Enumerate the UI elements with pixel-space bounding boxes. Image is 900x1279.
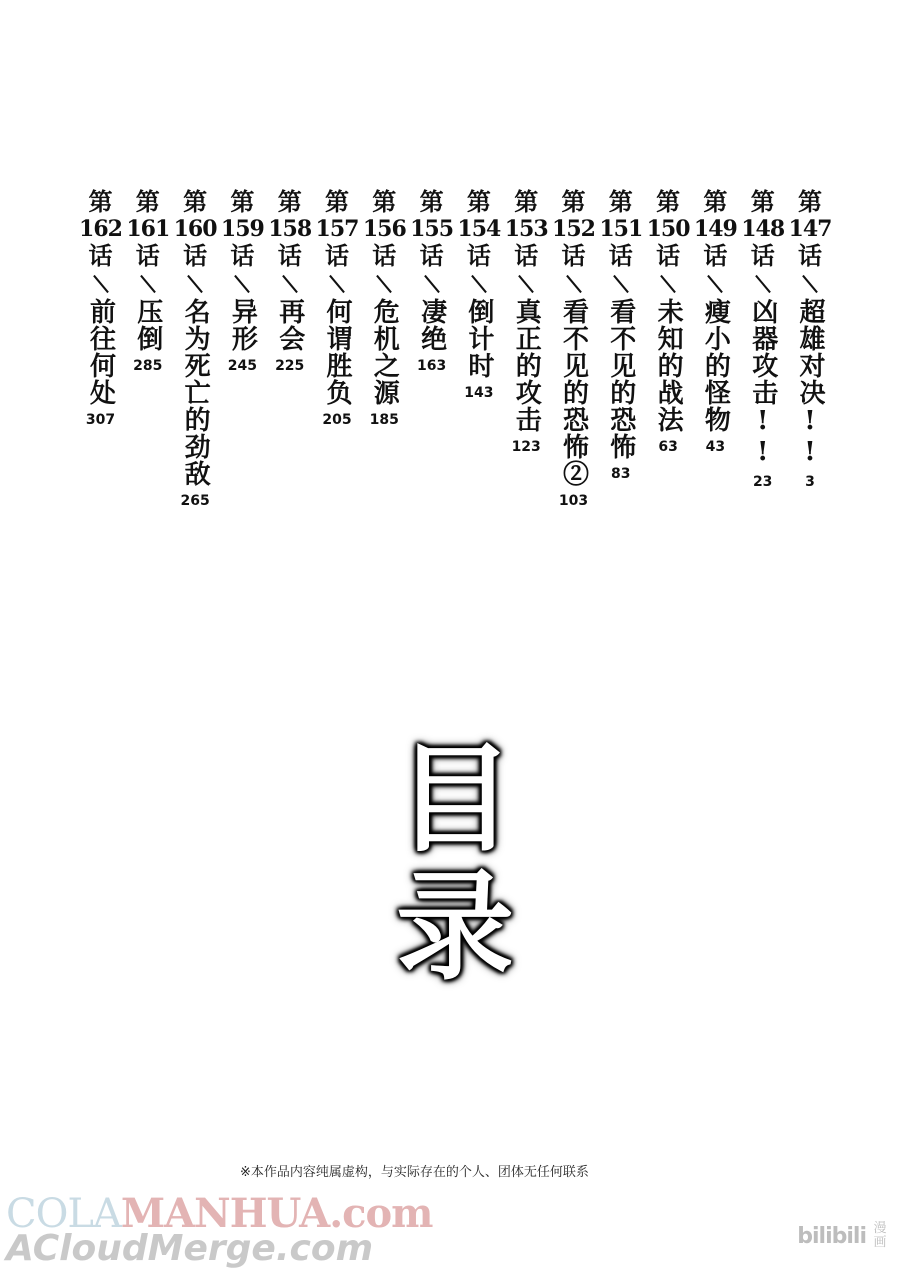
chapter-number: 154 [457,216,501,242]
chapter-label [789,188,832,270]
bilibili-manga-logo [797,1222,888,1250]
chapter-title: 名为死亡的劲敌 [180,298,211,487]
chapter-number: 155 [410,216,454,242]
table-of-contents [0,188,900,548]
chapter-number: 160 [173,216,217,242]
chapter-prefix: 第 [372,187,397,216]
chapter-title: 凶器攻击!! [747,298,778,468]
chapter-title: 再会 [274,298,305,352]
chapter-prefix: 第 [419,187,444,216]
slash-divider [282,275,298,293]
toc-entry [76,188,126,428]
chapter-prefix: 第 [514,187,539,216]
slash-divider [235,275,251,293]
chapter-label [457,188,500,270]
chapter-title: 看不见的恐怖 [605,298,636,460]
slash-divider [660,275,676,293]
slash-divider [329,275,345,293]
chapter-suffix: 话 [466,241,491,270]
toc-entry [265,188,315,374]
slash-divider [140,275,156,293]
chapter-title: 看不见的恐怖② [558,298,589,487]
heading-char-2: 录 [395,857,514,996]
chapter-label [316,188,359,270]
chapter-title: 前往何处 [85,298,116,406]
page-number: 63 [658,439,678,455]
chapter-prefix: 第 [750,187,775,216]
chapter-suffix: 话 [372,241,397,270]
slash-divider [471,275,487,293]
page-number: 205 [322,412,352,428]
chapter-prefix: 第 [277,187,302,216]
chapter-suffix: 话 [514,241,539,270]
slash-divider [613,275,629,293]
watermark-acloudmerge: ACloudMerge.com [6,1228,374,1269]
slash-divider [708,275,724,293]
toc-entry [123,188,173,374]
heading-char-1: 目 [395,729,514,868]
slash-divider [424,275,440,293]
chapter-suffix: 话 [277,241,302,270]
chapter-title: 超雄对决!! [795,298,825,468]
chapter-number: 162 [79,216,122,242]
toc-entry [643,188,693,455]
toc-entry [501,188,551,455]
toc-entry [312,188,362,428]
chapter-title: 真正的攻击 [511,298,542,433]
slash-divider [187,275,203,293]
slash-divider [376,275,392,293]
chapter-suffix: 话 [561,241,586,270]
chapter-number: 148 [741,216,785,242]
toc-entry [359,188,409,428]
chapter-number: 150 [646,216,690,242]
chapter-number: 158 [268,216,312,242]
chapter-title: 危机之源 [369,298,400,406]
chapter-prefix: 第 [135,187,160,216]
chapter-number: 156 [362,216,406,242]
chapter-number: 153 [504,216,548,242]
chapter-label [174,188,217,270]
toc-entry [549,188,599,509]
page-number: 285 [133,358,163,374]
slash-divider [566,275,582,293]
chapter-prefix: 第 [703,187,728,216]
chapter-label [741,188,784,270]
chapter-number: 157 [315,216,359,242]
chapter-suffix: 话 [183,241,208,270]
chapter-number: 149 [693,216,737,242]
watermark-cola: COLA [6,1191,121,1237]
chapter-suffix: 话 [88,241,113,270]
chapter-title: 倒计时 [463,298,494,379]
chapter-suffix: 话 [703,241,728,270]
chapter-prefix: 第 [656,187,681,216]
chapter-prefix: 第 [88,187,113,216]
slash-divider [518,275,534,293]
chapter-title: 瘦小的怪物 [700,298,731,433]
page-number: 83 [611,466,631,482]
toc-entry [596,188,646,482]
chapter-prefix: 第 [466,187,491,216]
toc-entry [785,188,835,490]
toc-entry [738,188,788,490]
chapter-label [552,188,595,270]
toc-entry [217,188,267,374]
contents-heading [380,729,530,996]
page-number: 307 [85,412,116,428]
chapter-title: 凄绝 [416,298,447,352]
page-number: 163 [416,358,447,374]
page-number: 3 [805,474,815,490]
toc-entry [170,188,220,509]
toc-entry [454,188,504,401]
chapter-suffix: 话 [135,241,160,270]
page-number: 265 [180,493,210,509]
bilibili-manga-text: 漫画 [873,1221,887,1250]
chapter-label [268,188,311,270]
chapter-suffix: 话 [325,241,349,270]
chapter-number: 159 [220,216,264,242]
page-number: 225 [275,358,305,374]
chapter-prefix: 第 [230,187,255,216]
chapter-label [694,188,737,270]
chapter-suffix: 话 [656,241,681,270]
chapter-label [505,188,548,270]
chapter-prefix: 第 [325,187,349,216]
page-number: 103 [558,493,589,509]
chapter-label [126,188,169,270]
chapter-label [410,188,453,270]
toc-entry [407,188,457,374]
chapter-title: 异形 [227,298,258,352]
page-number: 43 [705,439,726,455]
page-number: 123 [511,439,541,455]
chapter-prefix: 第 [561,187,586,216]
slash-divider [802,275,818,293]
chapter-label [363,188,406,270]
chapter-title: 压倒 [132,298,163,352]
chapter-suffix: 话 [750,241,775,270]
chapter-label [79,188,122,270]
toc-entry [690,188,740,455]
chapter-number: 147 [788,216,832,242]
chapter-prefix: 第 [183,187,208,216]
chapter-suffix: 话 [419,241,444,270]
bilibili-logo-text: bilibili [797,1223,866,1249]
slash-divider [93,275,109,293]
disclaimer-text: ※本作品内容纯属虚构，与实际存在的个人、团体无任何联系 [240,1165,589,1180]
chapter-label [599,188,642,270]
page-number: 23 [752,474,773,490]
chapter-title: 未知的战法 [653,298,684,433]
chapter-prefix: 第 [608,187,633,216]
chapter-suffix: 话 [230,241,255,270]
chapter-prefix: 第 [798,187,822,216]
page-number: 185 [369,412,399,428]
page-number: 143 [464,385,494,401]
chapter-suffix: 话 [608,241,633,270]
slash-divider [755,275,771,293]
chapter-label [647,188,690,270]
chapter-number: 151 [599,216,643,242]
chapter-number: 152 [552,216,595,242]
chapter-title: 何谓胜负 [322,298,352,406]
chapter-label [221,188,264,270]
chapter-number: 161 [126,216,170,242]
watermark-manhua: MANHUA.com [120,1190,433,1237]
page-number: 245 [227,358,257,374]
chapter-suffix: 话 [798,241,822,270]
